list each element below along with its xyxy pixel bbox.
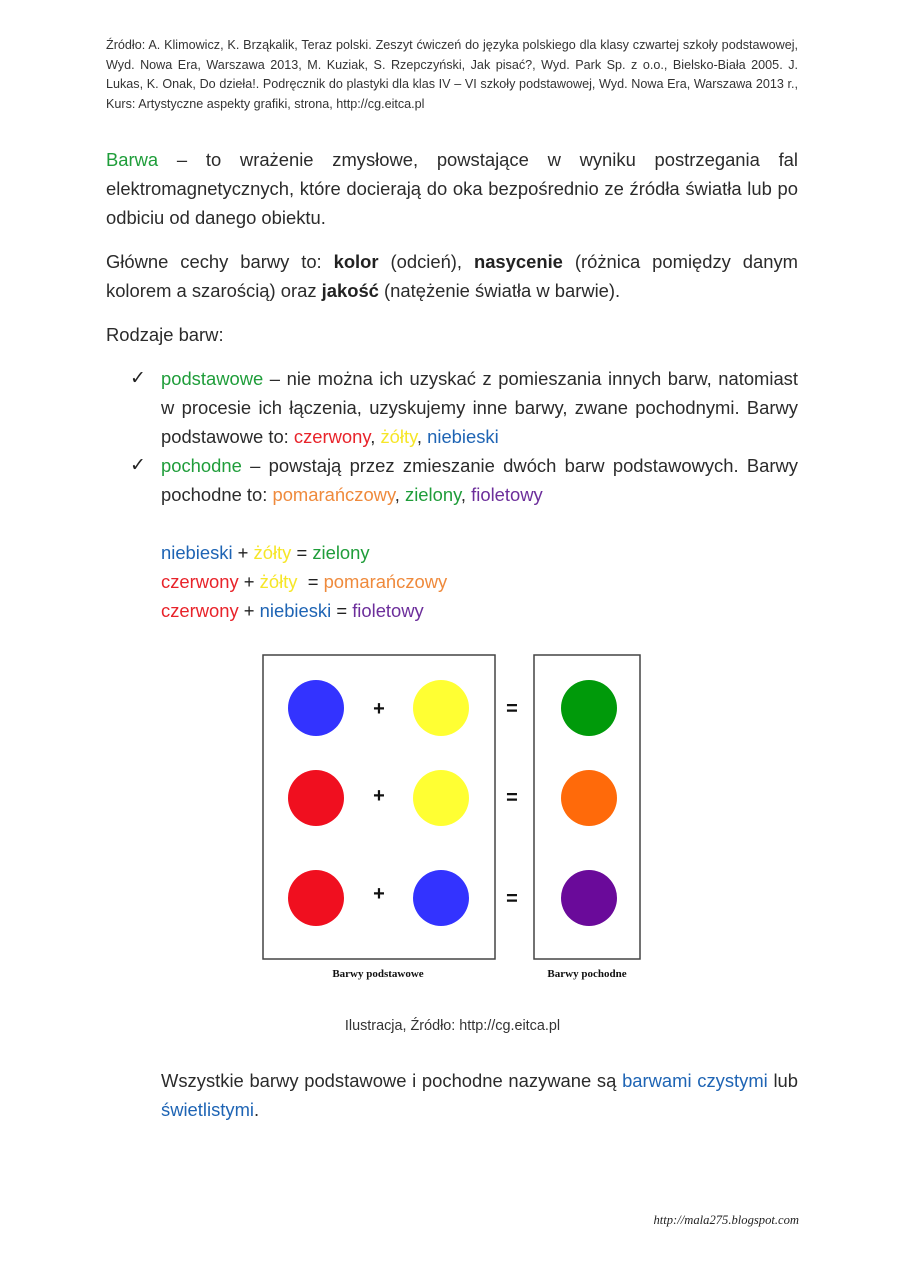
formula-operand: niebieski xyxy=(259,600,332,621)
circle-green xyxy=(561,680,617,736)
label-primary-colors: Barwy podstawowe xyxy=(332,968,424,980)
formula-green xyxy=(161,538,447,567)
list-item-primary xyxy=(130,364,798,451)
circle-red xyxy=(288,870,344,926)
closing-end: . xyxy=(253,1099,260,1120)
list-item-derived xyxy=(130,451,798,509)
color-mixing-illustration xyxy=(258,650,648,990)
circle-blue xyxy=(413,870,469,926)
derived-desc: – powstają przez zmieszanie dwóch barw podstawowych. Barwy pochodne to: xyxy=(161,455,798,505)
equals-sign: = xyxy=(506,698,518,720)
formula-plus: + xyxy=(232,542,254,563)
formula-operand: niebieski xyxy=(161,542,233,563)
formula-result: zielony xyxy=(312,542,370,563)
plus-sign: + xyxy=(373,698,385,720)
separator: , xyxy=(416,426,428,447)
primary-desc: – nie można ich uzyskać z pomieszania innych barw, natomiast w procesie ich łączenia, uzyskujemy inne barwy, zwane pochodnymi. Barwy podstawowe to: xyxy=(161,368,798,447)
separator: , xyxy=(370,426,381,447)
term-pochodne: pochodne xyxy=(161,455,242,476)
term-barwy-czyste: barwami czystymi xyxy=(622,1070,768,1091)
checkmark-icon: ✓ xyxy=(130,368,146,389)
nasycenie-desc: (różnica pomiędzy danym kolorem a szarością) oraz xyxy=(106,251,798,301)
source-citation: Źródło: A. Klimowicz, K. Brząkalik, Teraz polski. Zeszyt ćwiczeń do języka polskiego dla klasy czwartej szkoły podstawowej, Wyd. Nowa Era, Warszawa 2013, M. Kuziak, S. Rzepczyński, Jak pisać?, Wyd. Park Sp. z o.o., Bielsko-Biała 2005. J. Lukas, K. Onak, Do dzieła!. Podręcznik do plastyki dla klas IV – VI szkoły podstawowej, Wyd. Nowa Era, Warszawa 2013 r., Kurs: Artystyczne aspekty grafiki, strona, http://cg.eitca.pl xyxy=(106,38,798,111)
formula-equals: = xyxy=(331,600,353,621)
equals-sign: = xyxy=(506,787,518,809)
closing-paragraph xyxy=(161,1066,798,1124)
term-swietliste: świetlistymi xyxy=(161,1099,254,1120)
features-paragraph xyxy=(106,247,798,305)
formula-plus: + xyxy=(238,571,260,592)
term-podstawowe: podstawowe xyxy=(161,368,264,389)
circle-purple xyxy=(561,870,617,926)
color-formulas xyxy=(161,538,447,625)
circle-orange xyxy=(561,770,617,826)
formula-operand: żółty xyxy=(253,542,292,563)
separator: , xyxy=(394,484,406,505)
color-word-yellow: żółty xyxy=(380,426,417,447)
equals-sign: = xyxy=(506,888,518,910)
term-barwa: Barwa xyxy=(106,149,159,170)
label-derived-colors: Barwy pochodne xyxy=(547,968,627,980)
footer-url: http://mala275.blogspot.com xyxy=(653,1213,799,1227)
separator: , xyxy=(460,484,472,505)
plus-sign: + xyxy=(373,883,385,905)
figure-caption: Ilustracja, Źródło: http://cg.eitca.pl xyxy=(344,1018,561,1034)
definition-paragraph xyxy=(106,145,798,232)
kolor-desc: (odcień), xyxy=(378,251,474,272)
formula-purple xyxy=(161,596,447,625)
term-kolor: kolor xyxy=(333,251,379,272)
formula-orange xyxy=(161,567,447,596)
color-types-list xyxy=(130,364,798,509)
term-jakosc: jakość xyxy=(321,280,379,301)
color-word-red: czerwony xyxy=(293,426,371,447)
closing-text: Wszystkie barwy podstawowe i pochodne nazywane są xyxy=(161,1070,623,1091)
formula-operand: czerwony xyxy=(161,571,239,592)
formula-equals: = xyxy=(297,571,324,592)
checkmark-icon: ✓ xyxy=(130,455,146,476)
formula-result: fioletowy xyxy=(352,600,424,621)
formula-plus: + xyxy=(238,600,260,621)
circle-yellow xyxy=(413,680,469,736)
term-nasycenie: nasycenie xyxy=(473,251,563,272)
circle-blue xyxy=(288,680,344,736)
plus-sign: + xyxy=(373,785,385,807)
formula-result: pomarańczowy xyxy=(323,571,448,592)
formula-equals: = xyxy=(291,542,313,563)
color-word-purple: fioletowy xyxy=(471,484,543,505)
closing-mid: lub xyxy=(767,1070,798,1091)
color-word-blue: niebieski xyxy=(427,426,499,447)
definition-text: – to wrażenie zmysłowe, powstające w wyniku postrzegania fal elektromagnetycznych, które docierają do oka bezpośrednio ze źródła światła lub po odbiciu od danego obiektu. xyxy=(106,149,798,228)
types-heading: Rodzaje barw: xyxy=(106,324,224,345)
features-intro: Główne cechy barwy to: xyxy=(106,251,334,272)
circle-red xyxy=(288,770,344,826)
circle-yellow xyxy=(413,770,469,826)
formula-operand: czerwony xyxy=(161,600,239,621)
color-word-orange: pomarańczowy xyxy=(272,484,395,505)
color-word-green: zielony xyxy=(405,484,461,505)
formula-operand: żółty xyxy=(259,571,298,592)
jakosc-desc: (natężenie światła w barwie). xyxy=(378,280,621,301)
